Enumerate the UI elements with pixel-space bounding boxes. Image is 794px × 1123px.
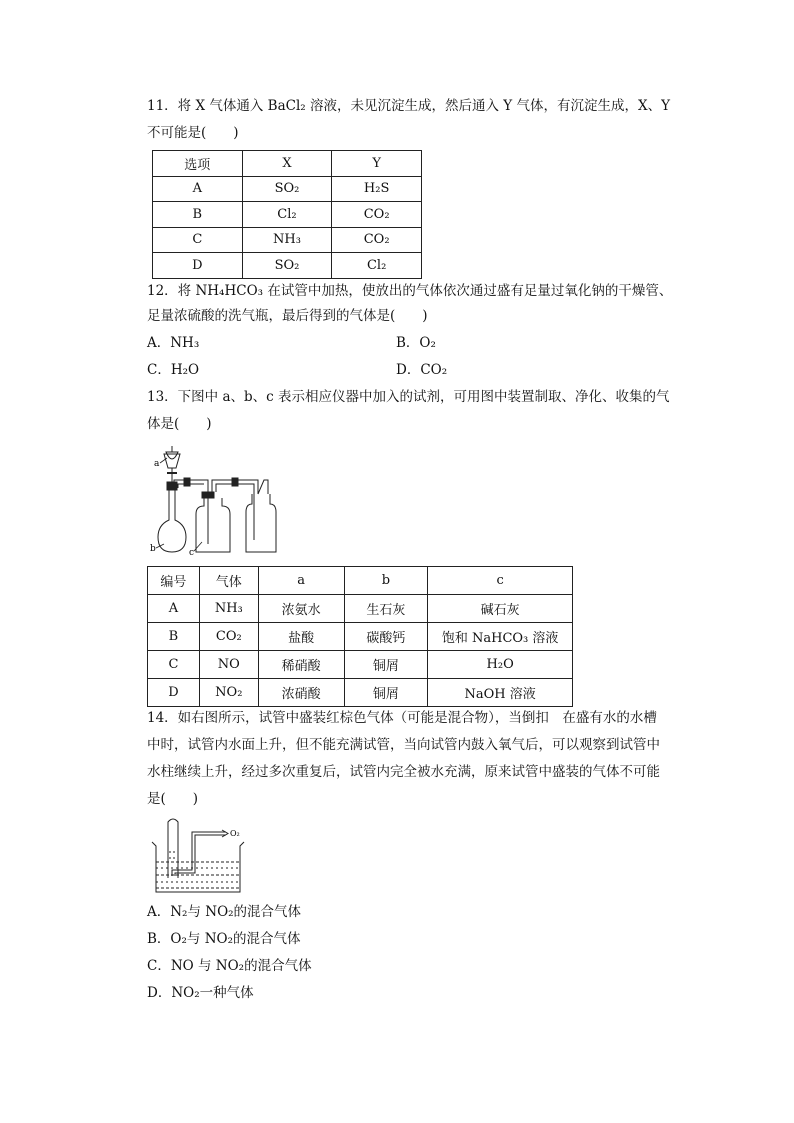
q14-stem-line2: 中时，试管内水面上升，但不能充满试管，当向试管内鼓入氧气后，可以观察到试管中 <box>147 737 660 753</box>
table-cell: D <box>153 253 243 279</box>
q14-stem-line4: 是( ) <box>147 791 199 807</box>
table-row <box>148 595 573 623</box>
q12-stem-line2: 足量浓硫酸的洗气瓶，最后得到的气体是( ) <box>147 308 428 324</box>
table-header-cell: 选项 <box>153 151 243 177</box>
table-cell: NaOH 溶液 <box>428 679 573 707</box>
table-cell: 碱石灰 <box>428 595 573 623</box>
table-header-cell: X <box>242 151 332 177</box>
table-row <box>148 679 573 707</box>
table-cell: Cl₂ <box>332 253 422 279</box>
table-cell: 浓氨水 <box>258 595 344 623</box>
table-row <box>153 227 422 253</box>
q13-stem-line1: 13．下图中 a、b、c 表示相应仪器中加入的试剂，可用图中装置制取、净化、收集的气 <box>147 389 670 405</box>
table-cell: CO₂ <box>332 202 422 228</box>
figure-label-b: b <box>150 544 156 554</box>
figure-label-c: c <box>189 548 195 558</box>
q11-stem-line1: 11．将 X 气体通入 BaCl₂ 溶液，未见沉淀生成，然后通入 Y 气体，有沉淀生成，X、Y <box>147 98 670 114</box>
table-row <box>153 176 422 202</box>
q12-stem-line1: 12．将 NH₄HCO₃ 在试管中加热，使放出的气体依次通过盛有足量过氧化钠的干燥管、 <box>147 283 673 299</box>
q14-option-a: A．N₂与 NO₂的混合气体 <box>147 904 302 920</box>
table-cell: CO₂ <box>199 623 258 651</box>
q14-option-b: B．O₂与 NO₂的混合气体 <box>147 931 301 947</box>
q13-table <box>147 566 573 707</box>
table-cell: 饱和 NaHCO₃ 溶液 <box>428 623 573 651</box>
table-cell: NH₃ <box>242 227 332 253</box>
table-cell: 碳酸钙 <box>344 623 428 651</box>
table-row <box>153 253 422 279</box>
q14-stem-line1: 14．如右图所示，试管中盛装红棕色气体（可能是混合物），当倒扣 在盛有水的水槽 <box>147 710 657 726</box>
table-cell: A <box>148 595 200 623</box>
table-row <box>148 651 573 679</box>
q14-option-c: C．NO 与 NO₂的混合气体 <box>147 958 312 974</box>
table-header-cell: 编号 <box>148 567 200 595</box>
q14-option-d: D．NO₂一种气体 <box>147 985 254 1001</box>
table-cell: SO₂ <box>242 253 332 279</box>
table-cell: C <box>148 651 200 679</box>
table-header-cell: Y <box>332 151 422 177</box>
table-cell: 浓硝酸 <box>258 679 344 707</box>
table-cell: NH₃ <box>199 595 258 623</box>
table-header-row <box>153 151 422 177</box>
q12-option-c: C．H₂O <box>147 362 200 378</box>
table-cell: 生石灰 <box>344 595 428 623</box>
table-cell: CO₂ <box>332 227 422 253</box>
inverted-tube-figure <box>148 812 248 894</box>
table-cell: D <box>148 679 200 707</box>
table-header-cell: a <box>258 567 344 595</box>
table-cell: B <box>153 202 243 228</box>
q14-stem-line3: 水柱继续上升，经过多次重复后，试管内完全被水充满，原来试管中盛装的气体不可能 <box>147 764 660 780</box>
q11-stem-line2: 不可能是( ) <box>147 125 239 141</box>
q12-option-d: D．CO₂ <box>396 362 448 378</box>
q12-option-a: A．NH₃ <box>147 335 200 351</box>
table-header-cell: b <box>344 567 428 595</box>
table-row <box>153 202 422 228</box>
table-cell: H₂O <box>428 651 573 679</box>
table-cell: 稀硝酸 <box>258 651 344 679</box>
table-cell: 铜屑 <box>344 651 428 679</box>
gas-apparatus-figure <box>150 440 290 560</box>
table-cell: 盐酸 <box>258 623 344 651</box>
table-cell: 铜屑 <box>344 679 428 707</box>
table-header-cell: c <box>428 567 573 595</box>
table-cell: A <box>153 176 243 202</box>
table-row <box>148 623 573 651</box>
table-cell: H₂S <box>332 176 422 202</box>
table-cell: NO <box>199 651 258 679</box>
table-cell: Cl₂ <box>242 202 332 228</box>
q12-option-b: B．O₂ <box>396 335 436 351</box>
table-header-cell: 气体 <box>199 567 258 595</box>
table-header-row <box>148 567 573 595</box>
table-cell: NO₂ <box>199 679 258 707</box>
table-cell: SO₂ <box>242 176 332 202</box>
q11-table <box>152 150 422 279</box>
q13-stem-line2: 体是( ) <box>147 416 212 432</box>
figure-label-o2: O₂ <box>230 829 240 838</box>
table-cell: B <box>148 623 200 651</box>
figure-label-a: a <box>154 459 160 469</box>
table-cell: C <box>153 227 243 253</box>
